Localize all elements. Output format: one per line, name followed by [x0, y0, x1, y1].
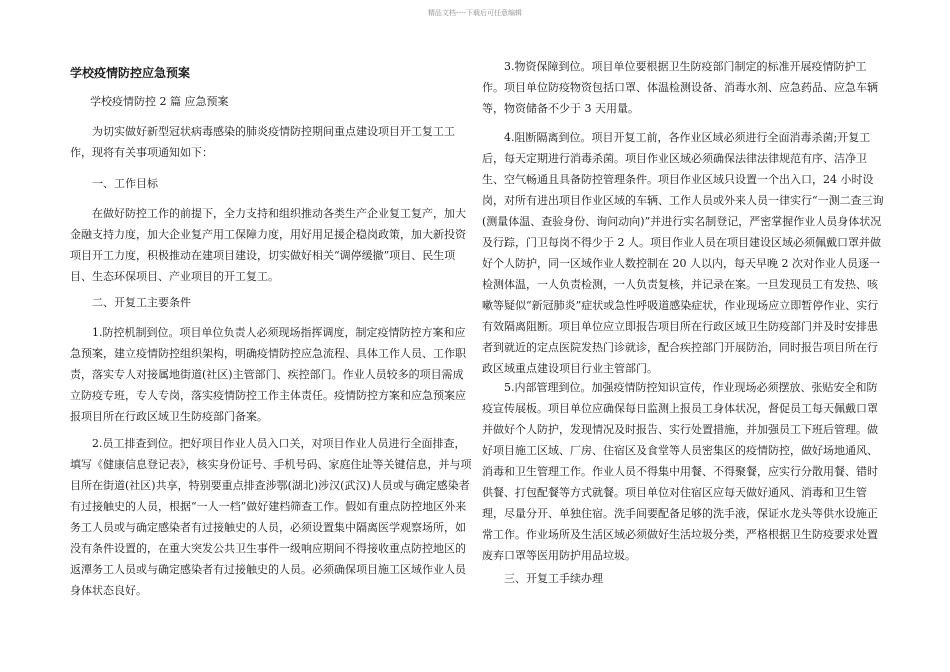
section-heading-procedures: 三、开复工手续办理 — [504, 572, 603, 585]
header-note: 精品文档----下载后可任意编辑 — [427, 9, 523, 17]
condition-3-paragraph: 3.物资保障到位。项目单位要根据卫生防疫部门制定的标准开展疫情防护工作。项目单位防疫物资包括口罩、体温检测设备、消毒水剂、应急药品、应急车辆等，物资储备不少于 3 天用量。 — [482, 60, 878, 115]
document-title: 学校疫情防控应急预案 — [70, 66, 191, 80]
document-subtitle: 学校疫情防控 2 篇 应急预案 — [90, 95, 229, 108]
condition-5-paragraph: 5.内部管理到位。加强疫情防控知识宣传，作业现场必须摆放、张贴安全和防疫宣传展板。项目单位应确保每日监测上报员工身体状况，督促员工每天佩戴口罩并做好个人防护，发现情况及时报告、实行处置措施，并加强员工下班后管理。做好项目施工区域、厂房、住宿区及食堂等人员密集区的疫情防控，做好场地通风、消毒和卫生管理工作。作业人员不得集中用餐、不得聚餐，应实行分散用餐、错时供餐、打包配餐等方式就餐。项目单位对住宿区应每天做好通风、消毒和卫生管理，尽量分开、单独住宿。洗手间要配备足够的洗手液，保证水龙头等供水设施正常工作。作业场所及生活区域必须做好生活垃圾分类，严格根据卫生防疫要求处置废弃口罩等医用防护用品垃圾。 — [482, 381, 878, 562]
section-heading-goals: 一、工作目标 — [92, 177, 158, 190]
condition-2-paragraph: 2.员工排查到位。把好项目作业人员入口关，对项目作业人员进行全面排查，填写《健康信息登记表》，核实身份证号、手机号码、家庭住址等关键信息，并与项目所在街道(社区)共享，特别要重点排查涉鄂(湖北)涉汉(武汉)人员或与确定感染者有过接触史的人员，根据“一人一档”做好建档筛查工作。假如有重点防控地区外来务工人员或与确定感染者有过接触史的人员，必须设置集中隔离医学观察场所，如没有条件设置的，在重大突发公共卫生事件一级响应期间不得接收重点防控地区的返潭务工人员或与确定感染者有过接触史的人员。必须确保项目施工区域作业人员身体状态良好。 — [70, 437, 472, 597]
section-heading-conditions: 二、开复工主要条件 — [92, 296, 191, 309]
intro-paragraph: 为切实做好新型冠状病毒感染的肺炎疫情防控期间重点建设项目开工复工工作，现将有关事项通知如下： — [70, 125, 455, 159]
goals-paragraph: 在做好防控工作的前提下，全力支持和组织推动各类生产企业复工复产，加大金融支持力度，加大企业复产用工保障力度，用好用足援企稳岗政策，加大新投资项目开工力度，积极推动在建项目建设，切实做好相关“调停缓撤”项目、民生项目、生态环保项目、产业项目的开工复工。 — [70, 207, 466, 283]
condition-4-paragraph: 4.阻断隔离到位。项目开复工前，各作业区域必须进行全面消毒杀菌;开复工后，每天定期进行消毒杀菌。项目作业区域必须确保法律法律规范有序、洁净卫生、空气畅通且具备防控管理条件。项目作业区域只设置一个出入口，24 小时设岗，对所有进出项目作业区域的车辆、工作人员或外来人员一律实行“一测二查三询(测量体温、查验身份、询问动向)”并进行实名制登记，严密掌握作业人员身体状况及行踪，门卫每岗不得少于 2 人。项目作业人员在项目建设区域必须佩戴口罩并做好个人防护，同一区域作业人数控制在 20 人以内，每天早晚 2 次对作业人员逐一检测体温，一人负责检测，一人负责复核，并记录在案。一旦发现员工有发热、咳嗽等疑似“新冠肺炎”症状或急性呼吸道感染症状，作业现场应立即暂停作业、实行有效隔离阻断。项目单位应立即报告项目所在行政区域卫生防疫部门并及时安排患者到就近的定点医院发热门诊就诊，配合疾控部门开展防治，同时报告项目所在行政区域重点建设项目行业主管部门。 — [482, 131, 884, 375]
condition-1-paragraph: 1.防控机制到位。项目单位负责人必须现场指挥调度，制定疫情防控方案和应急预案，建立疫情防控组织架构，明确疫情防控应急流程、具体工作人员、工作职责，落实专人对接属地街道(社区)主管部门、疾控部门。作业人员较多的项目需成立防疫专班，专人专岗，落实疫情防控工作主体责任。疫情防控方案和应急预案应报项目所在行政区域卫生防疫部门备案。 — [70, 326, 466, 423]
